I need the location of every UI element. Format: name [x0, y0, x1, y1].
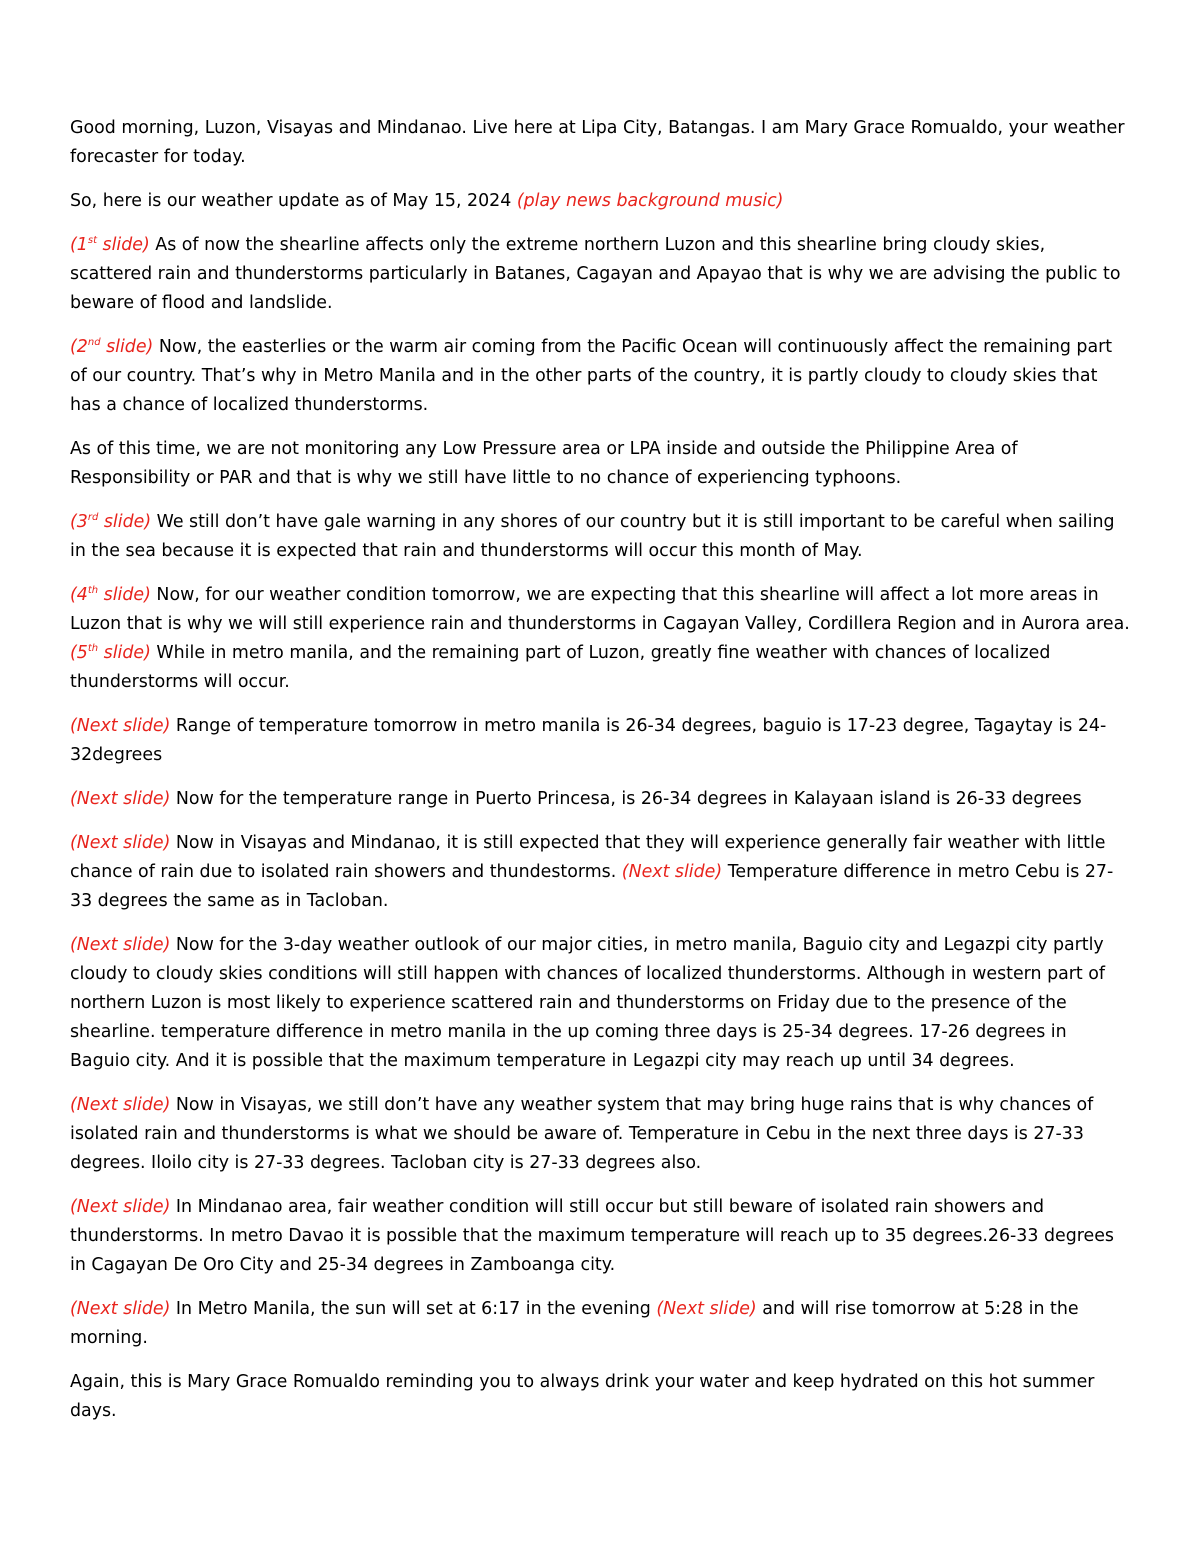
paragraph-slide-2: [70, 333, 1132, 420]
body-text: and will rise tomorrow at 5:28 in the morning.: [70, 1299, 1079, 1348]
body-text: Now, the easterlies or the warm air coming from the Pacific Ocean will continuously affect the remaining part of our country. That’s why in Metro Manila and in the other parts of the country, it is partly cloudy to cloudy skies that has a chance of localized thunderstorms.: [70, 337, 1113, 415]
body-text: As of now the shearline affects only the extreme northern Luzon and this shearline bring cloudy skies, scattered rain and thunderstorms particularly in Batanes, Cagayan and Apayao that is why we are advising the public to beware of flood and landslide.: [70, 235, 1121, 313]
document-body: [70, 114, 1132, 1441]
stage-cue: (Next slide): [70, 1299, 171, 1319]
paragraph-temp-palawan: [70, 785, 1132, 814]
stage-cue: (Next slide): [70, 1197, 171, 1217]
stage-cue: (Next slide): [70, 789, 171, 809]
stage-cue: (1st slide): [70, 235, 150, 255]
ordinal-suffix: th: [87, 643, 99, 654]
body-text: In Mindanao area, fair weather condition will still occur but still beware of isolated rain showers and thunderstorms. In metro Davao it is possible that the maximum temperature will reach up to 35 degrees.26-33 degrees in Cagayan De Oro City and 25-34 degrees in Zamboanga city.: [70, 1197, 1114, 1275]
paragraph-sunset-sunrise: [70, 1295, 1132, 1353]
stage-cue: (Next slide): [70, 716, 171, 736]
stage-cue: (2nd slide): [70, 337, 154, 357]
stage-cue: (Next slide): [621, 862, 723, 882]
ordinal-suffix: th: [87, 585, 99, 596]
paragraph-outlook-mindanao: [70, 1193, 1132, 1280]
ordinal-suffix: st: [87, 235, 97, 246]
stage-cue: (Next slide): [70, 833, 171, 853]
paragraph-slide-3: [70, 508, 1132, 566]
body-text: Now for the temperature range in Puerto Princesa, is 26-34 degrees in Kalayaan island is 26-33 degrees: [170, 789, 1082, 809]
stage-cue: (play news background music): [516, 191, 784, 211]
body-text: Now in Visayas and Mindanao, it is still expected that they will experience generally fair weather with little chance of rain due to isolated rain showers and thundestorms.: [70, 833, 1106, 882]
stage-cue: (Next slide): [656, 1299, 757, 1319]
paragraph-update-date: [70, 187, 1132, 216]
body-text: Range of temperature tomorrow in metro manila is 26-34 degrees, baguio is 17-23 degree, Tagaytay is 24-32degrees: [70, 716, 1107, 765]
stage-cue: (4th slide): [70, 585, 151, 605]
paragraph-closing: [70, 1368, 1132, 1426]
paragraph-outlook-visayas: [70, 1091, 1132, 1178]
paragraph-intro: [70, 114, 1132, 172]
body-text: Now in Visayas, we still don’t have any weather system that may bring huge rains that is why chances of isolated rain and thunderstorms is what we should be aware of. Temperature in Cebu in the next three days is 27-33 degrees. Iloilo city is 27-33 degrees. Tacloban city is 27-33 degrees also.: [70, 1095, 1094, 1173]
body-text: Now, for our weather condition tomorrow, we are expecting that this shearline will affect a lot more areas in Luzon that is why we will still experience rain and thunderstorms in Cagayan Valley, Cordillera Region and in Aurora area.: [70, 585, 1130, 634]
body-text: We still don’t have gale warning in any shores of our country but it is still important to be careful when sailing in the sea because it is expected that rain and thunderstorms will occur this month of May.: [70, 512, 1115, 561]
paragraph-temp-luzon: [70, 712, 1132, 770]
stage-cue: (3rd slide): [70, 512, 152, 532]
paragraph-lpa-note: [70, 435, 1132, 493]
body-text: Again, this is Mary Grace Romualdo reminding you to always drink your water and keep hydrated on this hot summer days.: [70, 1372, 1095, 1421]
body-text: As of this time, we are not monitoring any Low Pressure area or LPA inside and outside the Philippine Area of Responsibility or PAR and that is why we still have little to no chance of experiencing typhoons.: [70, 439, 1018, 488]
body-text: Temperature difference in metro Cebu is 27-33 degrees the same as in Tacloban.: [70, 862, 1114, 911]
paragraph-outlook-luzon: [70, 931, 1132, 1076]
body-text: Now for the 3-day weather outlook of our major cities, in metro manila, Baguio city and Legazpi city partly cloudy to cloudy skies conditions will still happen with chances of localized thunderstorms. Although in western part of northern Luzon is most likely to experience scattered rain and thunderstorms on Friday due to the presence of the shearline. temperature difference in metro manila in the up coming three days is 25-34 degrees. 17-26 degrees in Baguio city. And it is possible that the maximum temperature in Legazpi city may reach up until 34 degrees.: [70, 935, 1106, 1071]
body-text: Good morning, Luzon, Visayas and Mindanao. Live here at Lipa City, Batangas. I am Mary Grace Romualdo, your weather forecaster for today.: [70, 118, 1125, 167]
body-text: While in metro manila, and the remaining part of Luzon, greatly fine weather with chances of localized thunderstorms will occur.: [70, 643, 1051, 692]
paragraph-slide-4-5: [70, 581, 1132, 697]
paragraph-slide-1: [70, 231, 1132, 318]
stage-cue: (Next slide): [70, 935, 171, 955]
body-text: So, here is our weather update as of May 15, 2024: [70, 191, 517, 211]
ordinal-suffix: rd: [87, 512, 99, 523]
body-text: In Metro Manila, the sun will set at 6:17 in the evening: [170, 1299, 657, 1319]
paragraph-visayas-mindanao: [70, 829, 1132, 916]
ordinal-suffix: nd: [87, 337, 101, 348]
stage-cue: (Next slide): [70, 1095, 171, 1115]
stage-cue: (5th slide): [70, 643, 151, 663]
